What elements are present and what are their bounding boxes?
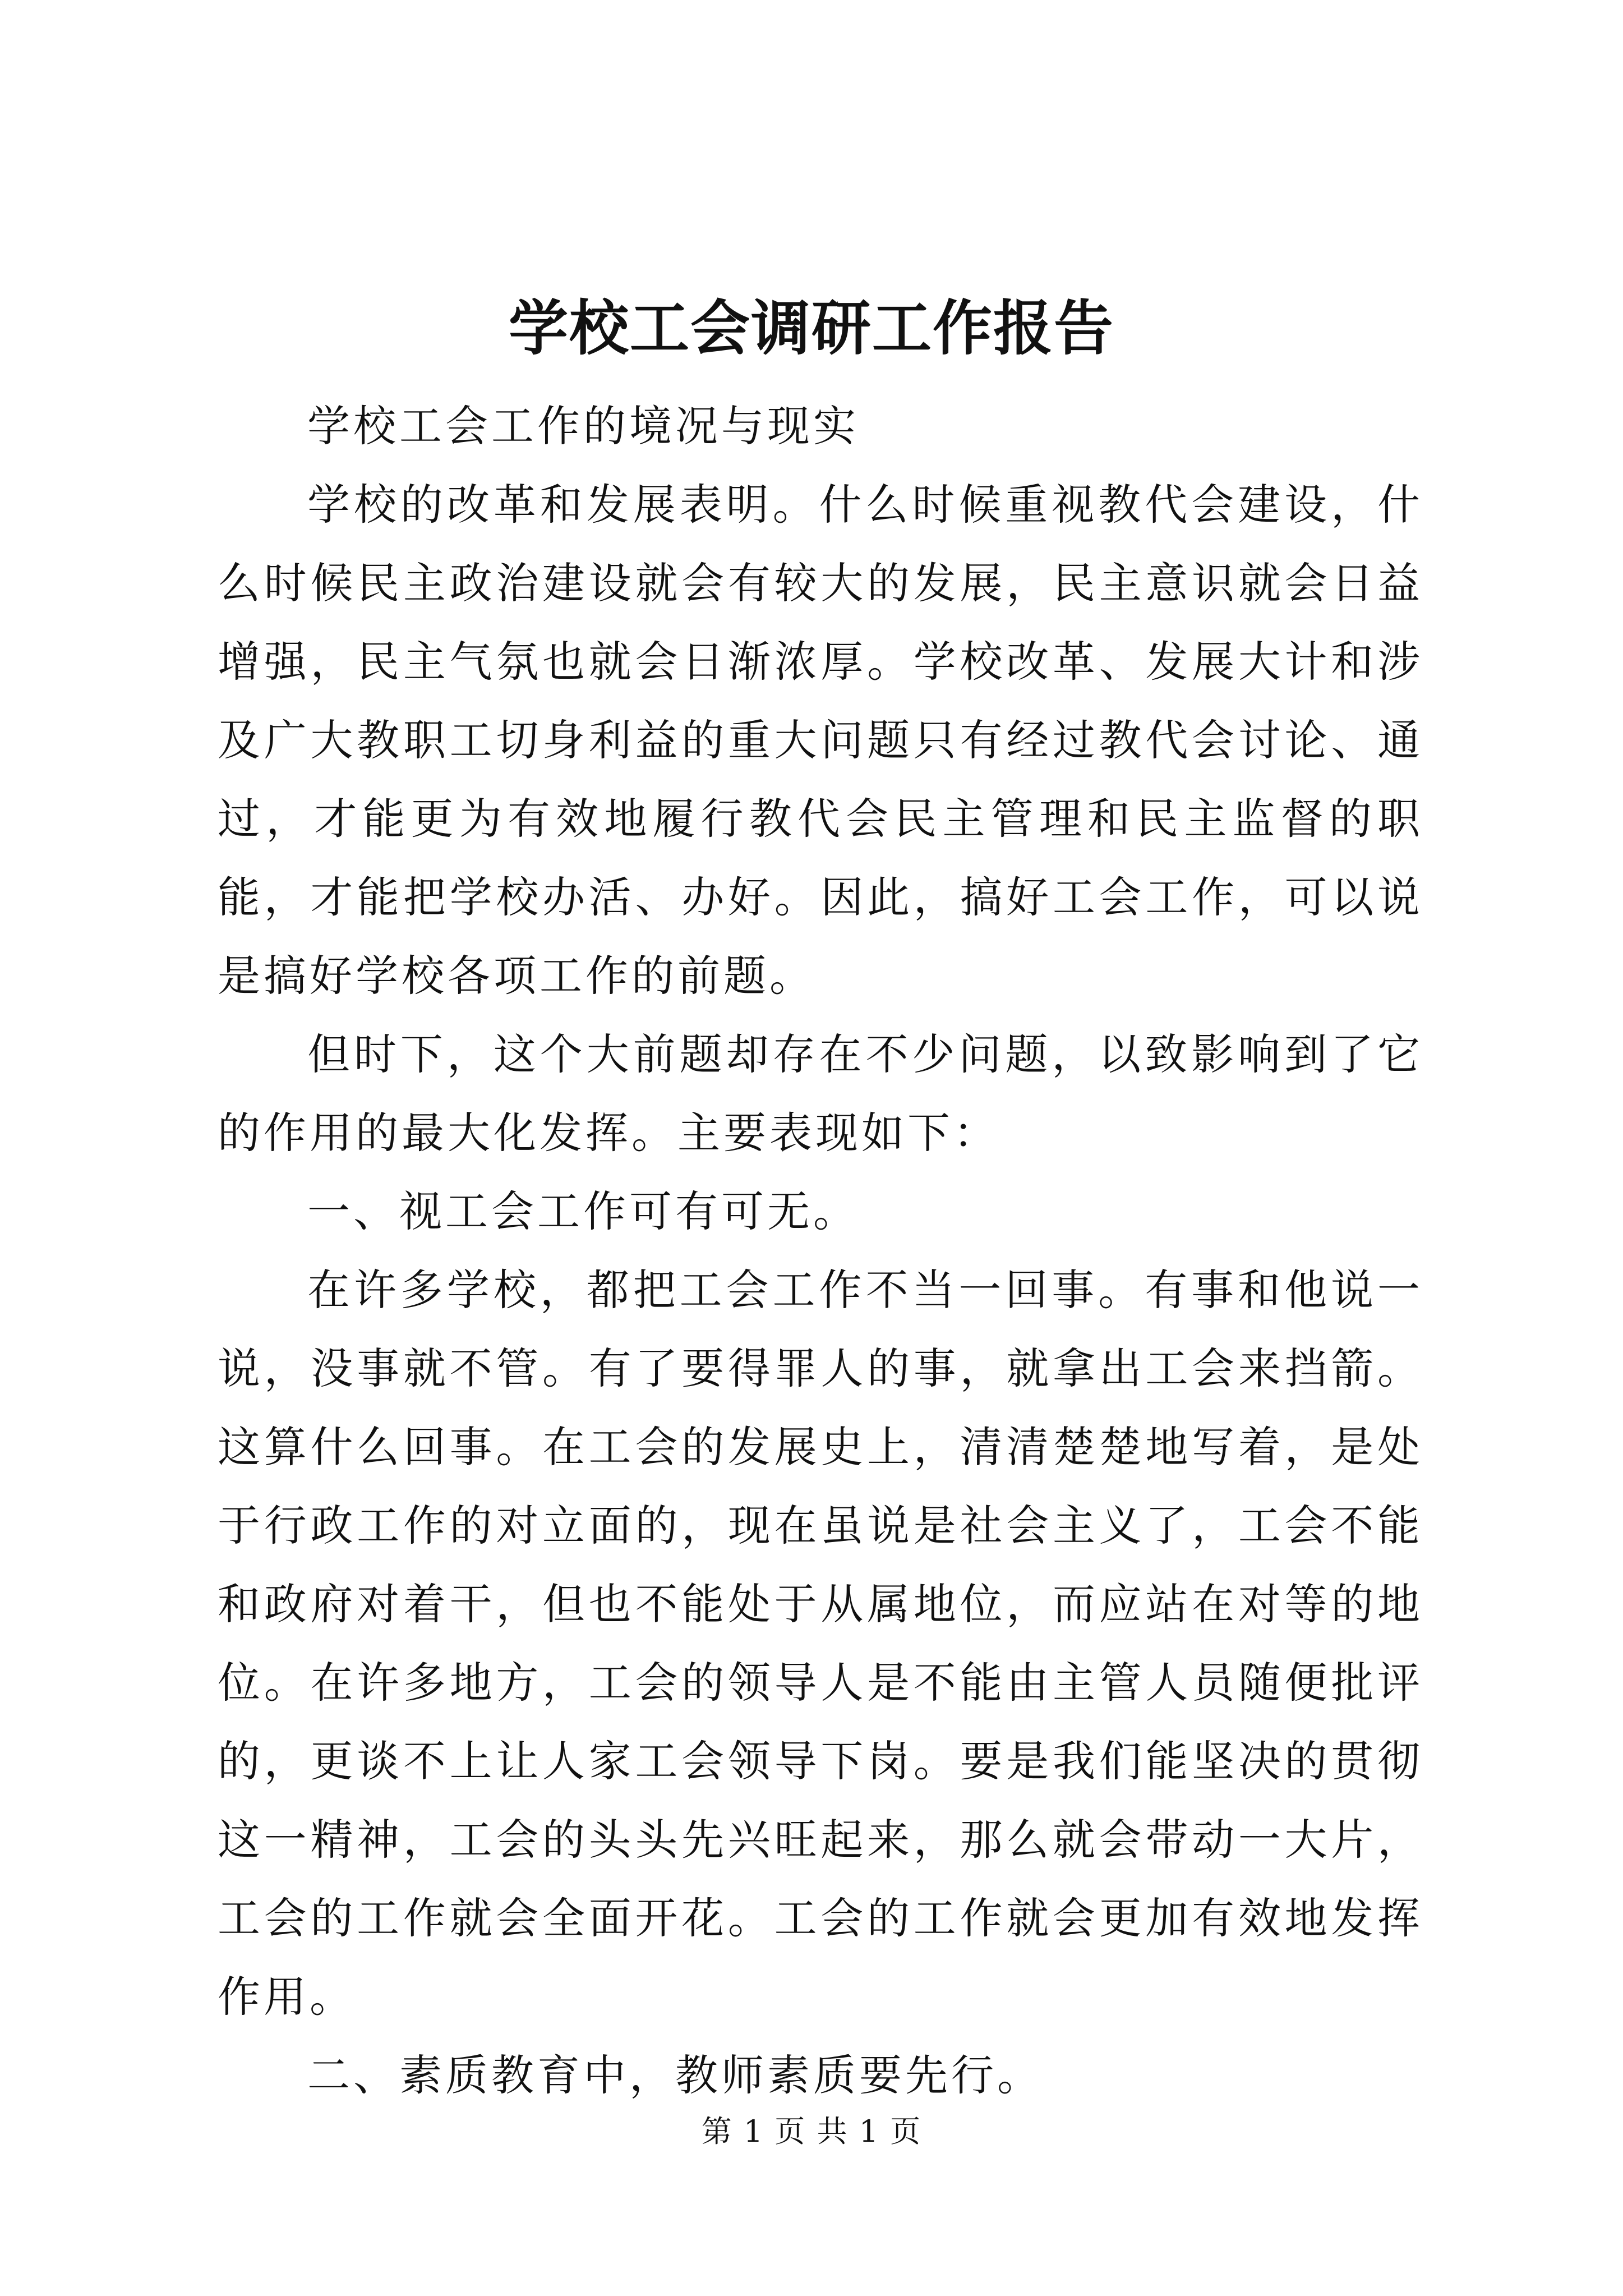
paragraph: 学校的改革和发展表明。什么时候重视教代会建设，什么时候民主政治建设就会有较大的发展，民主意识就会日益增强，民主气氛也就会日渐浓厚。学校改革、发展大计和涉及广大教职工切身利益的重大问题只有经过教代会讨论、通过，才能更为有效地履行教代会民主管理和民主监督的职能，才能把学校办活、办好。因此，搞好工会工作，可以说是搞好学校各项工作的前题。 bbox=[218, 480, 1423, 1001]
document-body bbox=[218, 387, 1423, 2115]
paragraph: 在许多学校，都把工会工作不当一回事。有事和他说一说，没事就不管。有了要得罪人的事，就拿出工会来挡箭。这算什么回事。在工会的发展史上，清清楚楚地写着，是处于行政工作的对立面的，现在虽说是社会主义了，工会不能和政府对着干，但也不能处于从属地位，而应站在对等的地位。在许多地方，工会的领导人是不能由主管人员随便批评的，更谈不上让人家工会领导下岗。要是我们能坚决的贯彻这一精神，工会的头头先兴旺起来，那么就会带动一大片，工会的工作就会全面开花。工会的工作就会更加有效地发挥作用。 bbox=[218, 1265, 1423, 2022]
paragraph-heading: 二、素质教育中，教师素质要先行。 bbox=[307, 2050, 1043, 2100]
paragraph-heading: 一、视工会工作可有可无。 bbox=[307, 1186, 859, 1236]
document-title: 学校工会调研工作报告 bbox=[509, 293, 1114, 363]
page-footer: 第 1 页 共 1 页 bbox=[701, 2114, 922, 2149]
paragraph: 但时下，这个大前题却存在不少问题，以致影响到了它的作用的最大化发挥。主要表现如下： bbox=[218, 1029, 1423, 1158]
paragraph-subtitle: 学校工会工作的境况与现实 bbox=[307, 401, 859, 451]
